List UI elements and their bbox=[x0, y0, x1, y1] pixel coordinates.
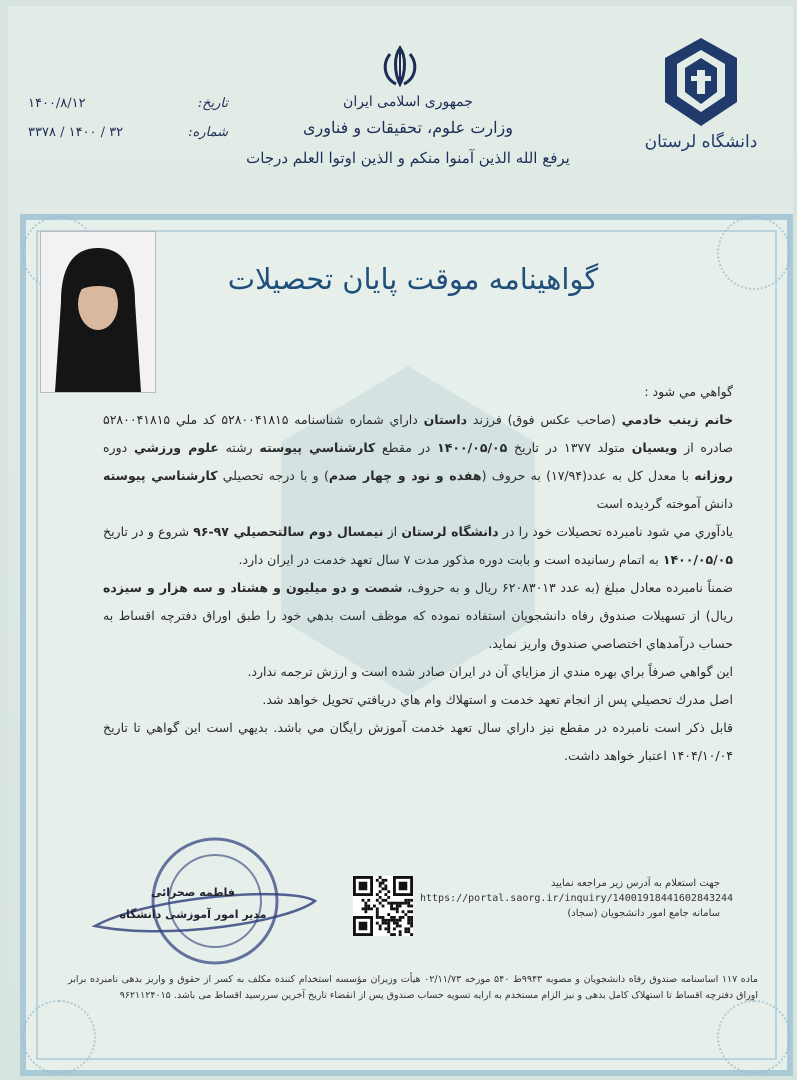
p1-segment: متولد ۱۳۷۷ در تاريخ bbox=[507, 440, 632, 455]
university-name: دانشگاه لرستان bbox=[644, 132, 758, 152]
date-label: تاریخ: bbox=[197, 96, 228, 111]
p1-segment: ۱۴۰۰/۰۵/۰۵ bbox=[437, 440, 508, 455]
p1-segment: هفده و نود و چهار صدم bbox=[328, 468, 482, 483]
p2-segment: به اتمام رسانيده است و بابت دوره مذكور مدت ۷ سال تعهد خدمت در ايران دارد. bbox=[238, 552, 663, 567]
original-degree-paragraph: اصل مدرك تحصيلي پس از انجام تعهد خدمت و استهلاك وام هاي دريافتي تحويل خواهد شد. bbox=[262, 692, 733, 707]
study-period-paragraph bbox=[103, 518, 733, 574]
official-stamp-icon bbox=[90, 826, 320, 986]
certificate-body bbox=[103, 378, 733, 770]
p1-segment: خانم زينب خادمي bbox=[621, 412, 733, 427]
university-logo bbox=[636, 36, 766, 176]
p2-segment: يادآوري مي شود نامبرده تحصيلات خود را در bbox=[498, 524, 733, 539]
date-number-block bbox=[28, 96, 228, 154]
p1-segment: داستان bbox=[423, 412, 468, 427]
signer-name: فاطمه صحرائی bbox=[151, 886, 235, 899]
inquiry-url[interactable]: https://portal.saorg.ir/inquiry/14001918441602843244 bbox=[420, 893, 734, 904]
portrait-icon bbox=[41, 232, 155, 392]
p3-segment: ريال) از تسهيلات صندوق رفاه دانشجويان استفاده نموده كه موظف است بدهي خود را طبق اوراق دفترچه اقساط به حساب درآمدهاي اختصاصي صندوق واريز نمايد. bbox=[103, 608, 733, 651]
p1-segment: كارشناسي پيوسته bbox=[259, 440, 376, 455]
p2-segment: دانشگاه لرستان bbox=[401, 524, 499, 539]
p2-segment: ۱۴۰۰/۰۵/۰۵ bbox=[662, 552, 733, 567]
p2-segment: از bbox=[383, 524, 402, 539]
document-title: گواهینامه موقت پایان تحصیلات bbox=[227, 262, 599, 296]
intro-paragraph: گواهي مي شود : bbox=[644, 384, 733, 399]
country-name: جمهوری اسلامی ایران bbox=[343, 94, 473, 110]
p1-segment: كارشناسي پيوسته bbox=[103, 468, 218, 483]
signer-title: مدیر امور آموزشی دانشگاه bbox=[119, 908, 267, 921]
loan-paragraph bbox=[103, 574, 733, 658]
p1-segment: داراي شماره شناسنامه ۵۲۸۰۰۴۱۸۱۵ كد ملي ۵۲۸۰۰۴۱۸۱۵ صادره از bbox=[103, 412, 733, 455]
number-label: شماره: bbox=[188, 125, 228, 140]
p2-segment: شروع و در تاريخ bbox=[103, 524, 194, 539]
verse-text: يرفع الله الذين آمنوا منكم و الذين اوتوا العلم درجات bbox=[246, 149, 570, 167]
date-value: ۱۴۰۰/۸/۱۲ bbox=[28, 96, 86, 111]
p1-segment: علوم ورزشي bbox=[133, 440, 219, 455]
p1-segment: روزانه bbox=[694, 468, 733, 483]
p1-segment: (صاحب عكس فوق) فرزند bbox=[467, 412, 622, 427]
qr-code-icon bbox=[353, 876, 413, 936]
validity-paragraph: قابل ذكر است نامبرده در مقطع نيز داراي سال تعهد خدمت آموزش رايگان مي باشد. بديهي است اين گواهي تا تاريخ ۱۴۰۴/۱۰/۰۴ اعتبار خواهد داشت. bbox=[103, 720, 733, 763]
student-photo bbox=[40, 231, 156, 393]
number-value: ۳۲ / ۱۴۰۰ / ۳۳۷۸ bbox=[28, 125, 124, 140]
p1-segment: در مقطع bbox=[375, 440, 438, 455]
inquiry-line: جهت استعلام به آدرس زیر مراجعه نمایید bbox=[550, 878, 720, 889]
inquiry-info bbox=[420, 876, 734, 921]
footer-legal-text: ماده ۱۱۷ اساسنامه صندوق رفاه دانشجویان و مصوبه ۹۹۴۳ط ۵۴۰ مورخه ۰۲/۱۱/۷۳ هیأت وزیران مؤسسه استخدام کننده مکلف به کسر از حقوق و واریز بدهی نامبرده برابر اوراق دفترچه اقساط تا استهلاک کامل بدهی و نیز الزام مستخدم به ارایه تسویه حساب صندوق پس از انقضاء تاریخ آخرین سررسید اقساط می باشد. ۹۶۲۱۱۲۴۰۱۵ bbox=[68, 974, 758, 1001]
p1-segment: ويسيان bbox=[631, 440, 678, 455]
p1-segment: دوره bbox=[103, 440, 134, 455]
p1-segment: دانش آموخته گرديده است bbox=[596, 496, 733, 511]
translation-note-paragraph: اين گواهي صرفاً براي بهره مندي از مزاياي آن در ايران صادر شده است و ارزش ترجمه ندارد. bbox=[247, 664, 733, 679]
header-center bbox=[233, 94, 583, 167]
p1-segment: با معدل كل به عدد(۱۷/۹۴) به حروف ( bbox=[481, 468, 695, 483]
university-logo-icon bbox=[663, 36, 739, 128]
p2-segment: نيمسال دوم سالتحصيلي ۹۷-۹۶ bbox=[193, 524, 384, 539]
student-info-paragraph bbox=[103, 406, 733, 518]
p3-segment: شصت و دو ميليون و هشتاد و سه هزار و سيزده bbox=[103, 580, 403, 595]
p1-segment: رشته bbox=[218, 440, 260, 455]
ministry-name: وزارت علوم، تحقیقات و فناوری bbox=[303, 118, 513, 137]
iran-emblem-icon bbox=[376, 44, 424, 88]
p1-segment: ) و با درجه تحصيلي bbox=[217, 468, 329, 483]
certificate-page bbox=[8, 6, 793, 1076]
p3-segment: ضمناً نامبرده معادل مبلغ (به عدد ۶۲۰۸۳۰۱۳ ريال و به حروف، bbox=[402, 580, 733, 595]
inquiry-system-name: سامانه جامع امور دانشجویان (سجاد) bbox=[567, 908, 720, 919]
